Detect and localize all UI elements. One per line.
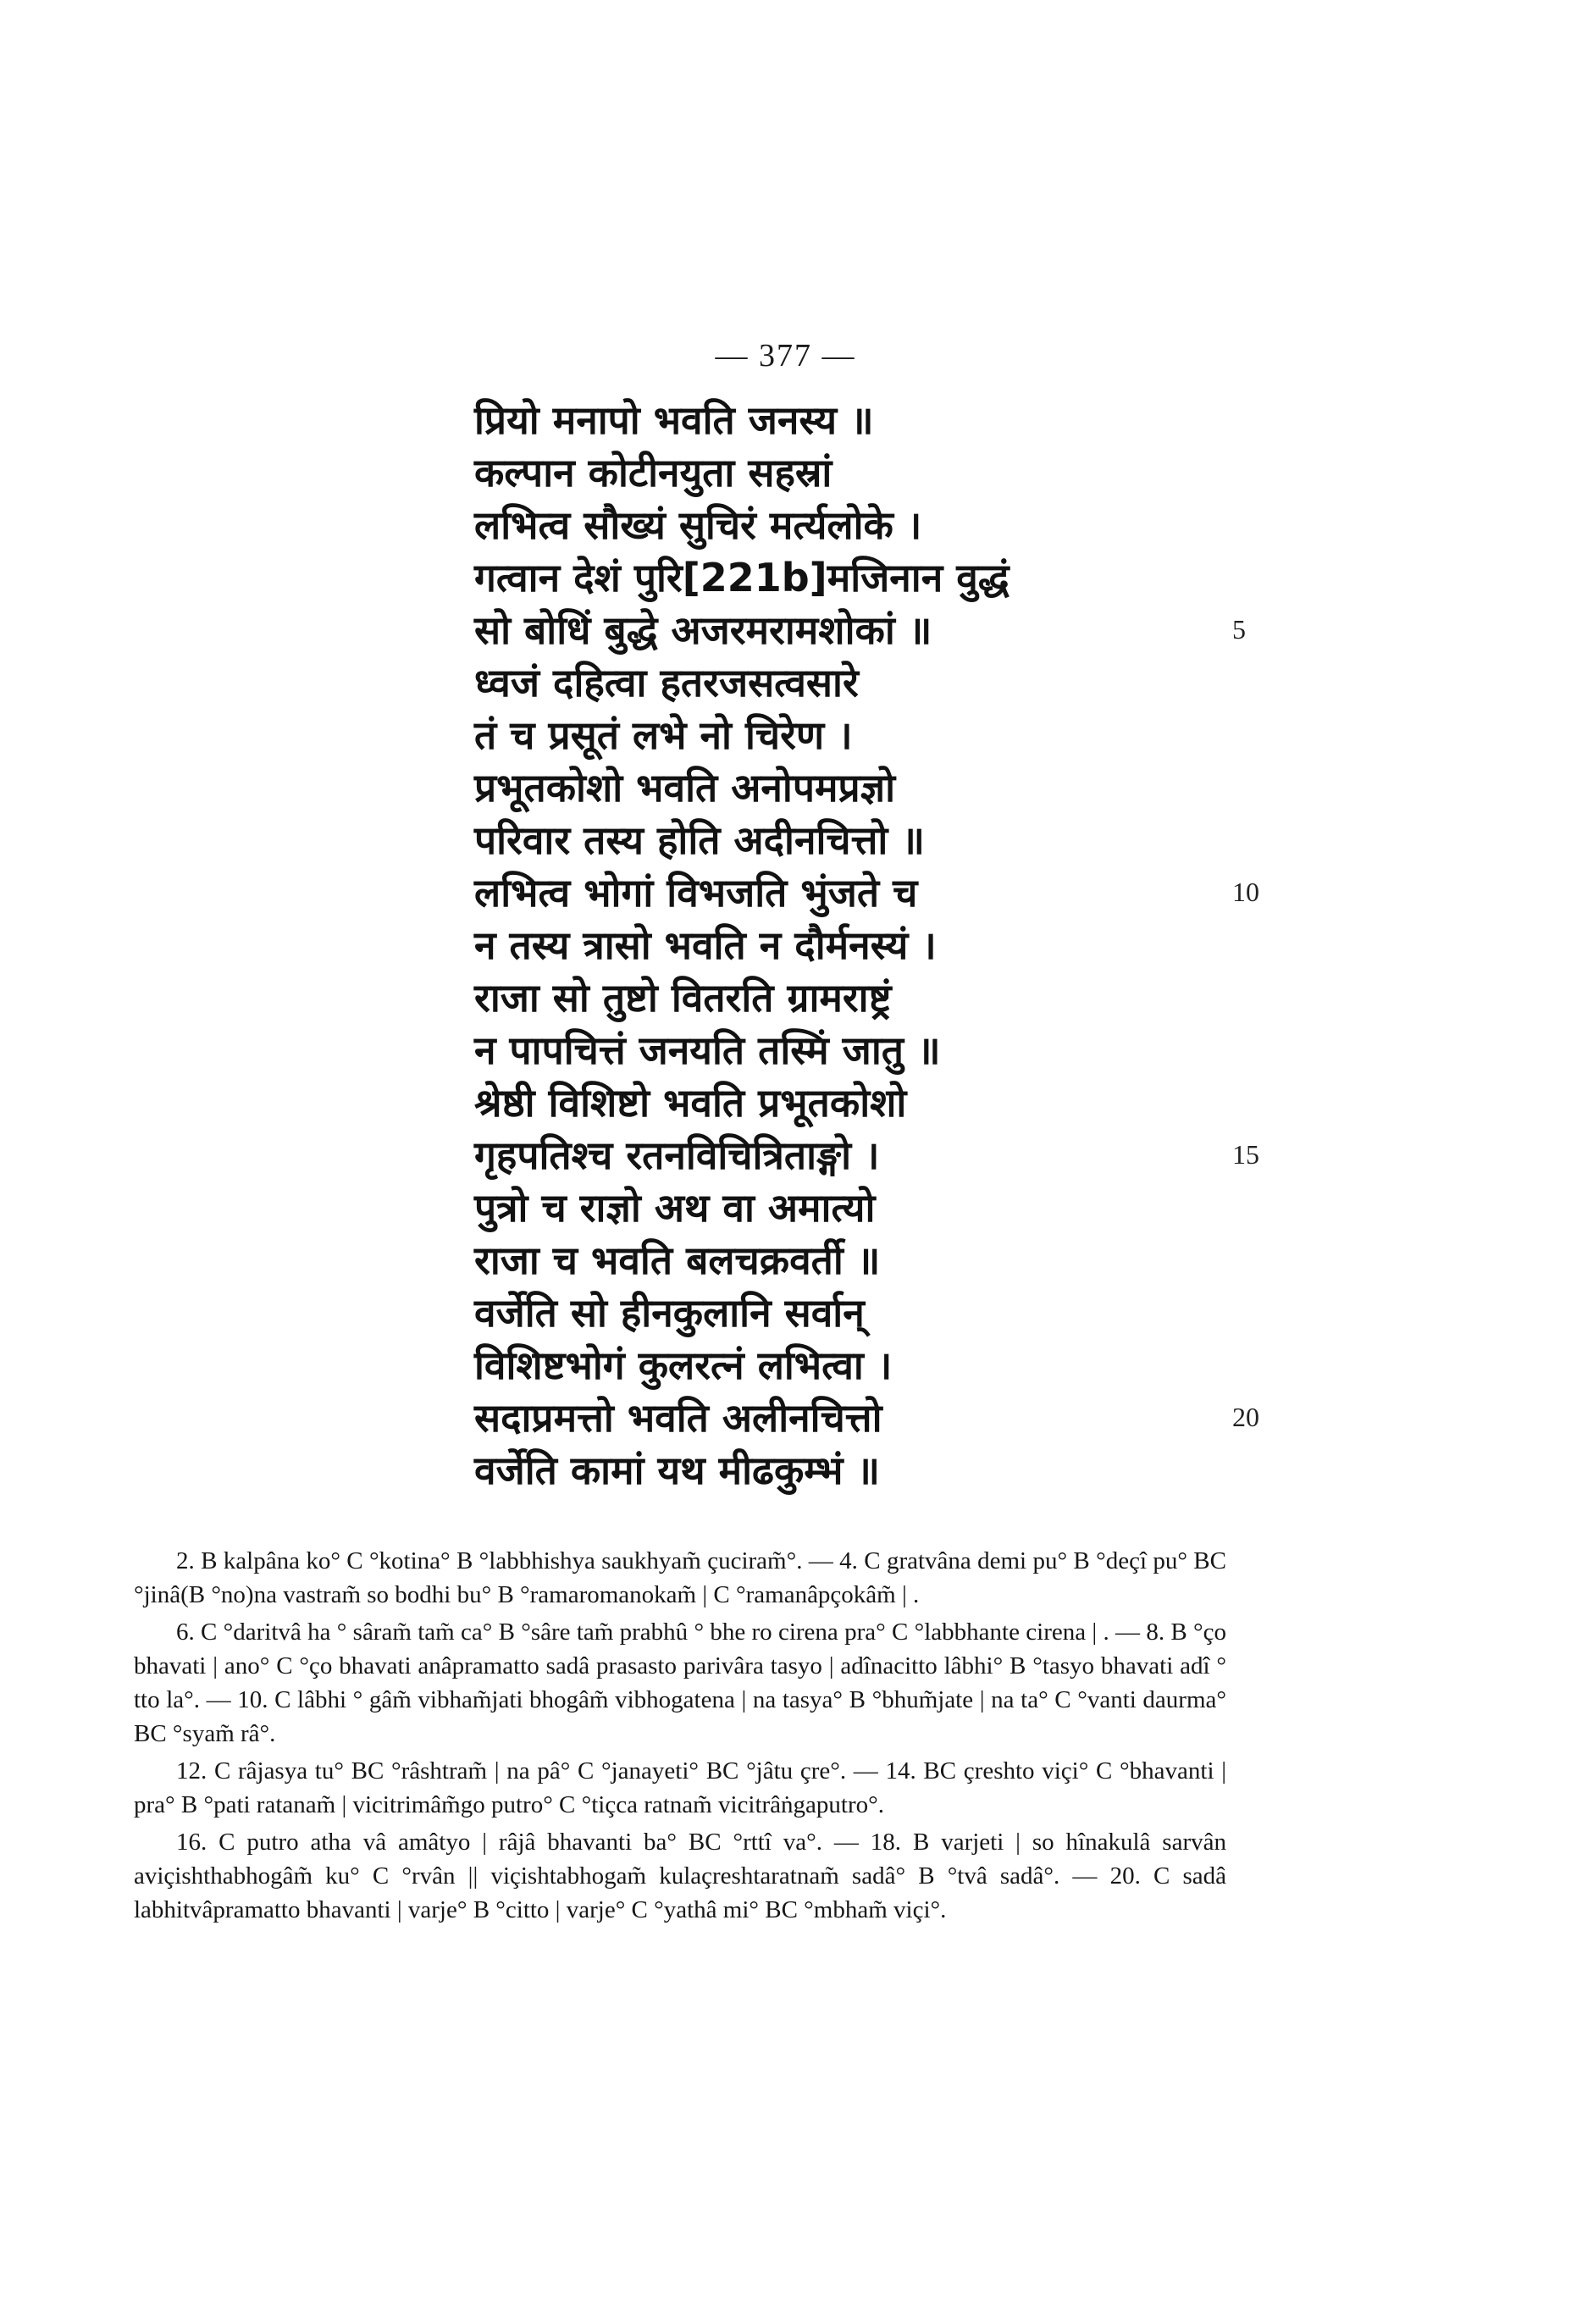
- footnote-paragraph: 2. B kalpâna ko° C °kotina° B °labbhishya saukhyam̃ çuciram̃°. — 4. C gratvâna demi pu° B °deçî pu° BC °jinâ(B °no)na vastram̃ so bodhi bu° B °ramaromanokam̃ | C °ramanâpçokâm̃ | .: [134, 1547, 1226, 1608]
- verse-line: न पापचित्तं जनयति तस्मिं जातु ॥: [474, 1027, 941, 1073]
- verse-line: सो बोधिं बुद्धे अजरमरामशोकां ॥: [474, 607, 932, 653]
- verse-line: परिवार तस्य होति अदीनचित्तो ॥: [474, 817, 925, 863]
- verse-line: सदाप्रमत्तो भवति अलीनचित्तो: [474, 1395, 882, 1441]
- line-number-marker: 20: [1232, 1402, 1259, 1432]
- sanskrit-verse-block: [474, 394, 1118, 1497]
- footnote-paragraph: 16. C putro atha vâ amâtyo | râjâ bhavanti ba° BC °rttî va°. — 18. B varjeti | so hînakulâ sarvân aviçishthabhogâm̃ ku° C °rvân || viçishtabhogam̃ kulaçreshtaratnam̃ sadâ° B °tvâ sadâ°. — 20. C sadâ labhitvâpramatto bhavanti | varje° B °citto | varje° C °yathâ mi° BC °mbham̃ viçi°.: [134, 1829, 1226, 1923]
- verse-line: राजा सो तुष्टो वितरति ग्रामराष्ट्रं: [474, 975, 892, 1021]
- verse-line: प्रभूतकोशो भवति अनोपमप्रज्ञो: [474, 765, 896, 811]
- verse-line: प्रियो मनापो भवति जनस्य ॥: [474, 397, 874, 443]
- verse-line: न तस्य त्रासो भवति न दौर्मनस्यं ।: [474, 922, 937, 968]
- verse-line: वर्जेति सो हीनकुलानि सर्वान्: [474, 1290, 865, 1336]
- verse-line: गत्वान देशं पुरि[221b]मजिनान वुद्धं: [474, 555, 1010, 600]
- line-number-marker: 5: [1232, 614, 1246, 645]
- verse-line: लभित्व भोगां विभजति भुंजते च: [474, 870, 918, 916]
- verse-line: गृहपतिश्च रतनविचित्रिताङ्गो ।: [474, 1132, 880, 1178]
- verse-line: पुत्रो च राज्ञो अथ वा अमात्यो: [474, 1185, 876, 1231]
- verse-line: लभित्व सौख्यं सुचिरं मर्त्यलोके ।: [474, 502, 922, 548]
- verse-line: राजा च भवति बलचक्रवर्ती ॥: [474, 1237, 881, 1283]
- verse-line: श्रेष्ठी विशिष्टो भवति प्रभूतकोशो: [474, 1080, 907, 1126]
- page-number: — 377 —: [715, 338, 856, 374]
- line-number-marker: 10: [1232, 877, 1259, 907]
- line-number-marker: 15: [1232, 1139, 1259, 1170]
- critical-apparatus-footnotes: [134, 1544, 1226, 1930]
- verse-line: वर्जेति कामां यथ मीढकुम्भं ॥: [474, 1447, 880, 1493]
- verse-line: ध्वजं दहित्वा हतरजसत्वसारे: [474, 660, 859, 706]
- footnote-paragraph: 6. C °daritvâ ha ° sâram̃ tam̃ ca° B °sâre tam̃ prabhû ° bhe ro cirena pra° C °labbhante cirena | . — 8. B °ço bhavati | ano° C °ço bhavati anâpramatto sadâ prasasto parivâra tasyo | adînacitto lâbhi° B °tasyo bhavati adî ° tto la°. — 10. C lâbhi ° gâm̃ vibham̃jati bhogâm̃ vibhogatena | na tasya° B °bhum̃jate | na ta° C °vanti daurma° BC °syam̃ râ°.: [134, 1618, 1226, 1747]
- verse-line: तं च प्रसूतं लभे नो चिरेण ।: [474, 712, 853, 758]
- verse-line: कल्पान कोटीनयुता सहस्रां: [474, 450, 833, 495]
- verse-line: विशिष्टभोगं कुलरत्नं लभित्वा ।: [474, 1342, 893, 1388]
- footnote-paragraph: 12. C râjasya tu° BC °râshtram̃ | na pâ° C °janayeti° BC °jâtu çre°. — 14. BC çreshto viçi° C °bhavanti | pra° B °pati ratanam̃ | vicitrimâm̃go putro° C °tiçca ratnam̃ vicitrâṅgaputro°.: [134, 1757, 1226, 1818]
